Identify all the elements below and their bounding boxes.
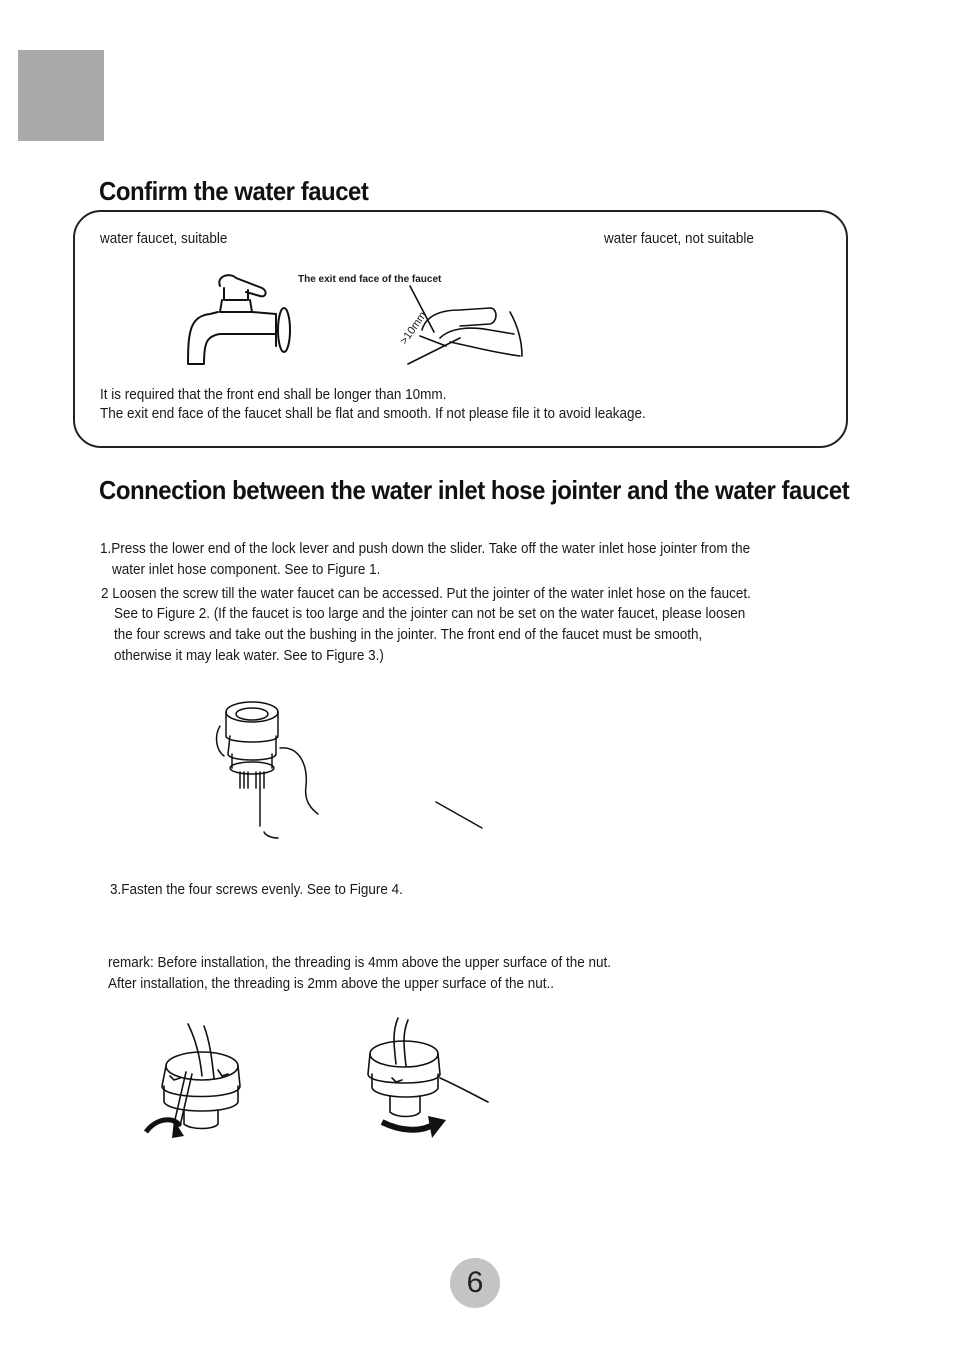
page-number-badge: 6 [450, 1258, 500, 1308]
step1-line1: 1.Press the lower end of the lock lever and push down the slider. Take off the water inlet hose jointer from the [100, 541, 751, 557]
nut-rotation-illustration [362, 1016, 492, 1144]
section-title-confirm-faucet: Confirm the water faucet [99, 176, 369, 206]
dimension-label: >10mm [398, 309, 430, 347]
remark-line1: remark: Before installation, the threading is 4mm above the upper surface of the nut. [108, 955, 611, 971]
hose-jointer-removal-illustration [210, 696, 500, 842]
corner-tab-block [18, 50, 104, 141]
step1-line2: water inlet hose component. See to Figure 1. [112, 562, 381, 578]
exit-face-label: The exit end face of the faucet [298, 274, 442, 285]
screw-fastening-illustration [140, 1020, 250, 1144]
suitable-faucet-illustration [180, 266, 300, 372]
note-front-end-length: It is required that the front end shall be longer than 10mm. [100, 387, 447, 403]
remark-line2: After installation, the threading is 2mm above the upper surface of the nut.. [108, 976, 555, 992]
step3-fasten-screws: 3.Fasten the four screws evenly. See to Figure 4. [110, 882, 403, 898]
step2-line4: otherwise it may leak water. See to Figure 3.) [114, 648, 384, 664]
step2-line3: the four screws and take out the bushing in the jointer. The front end of the faucet must be smooth, [114, 627, 703, 643]
section-title-connection: Connection between the water inlet hose jointer and the water faucet [99, 475, 850, 505]
label-suitable: water faucet, suitable [100, 231, 228, 247]
step2-line1: 2 Loosen the screw till the water faucet can be accessed. Put the jointer of the water inlet hose on the faucet. [101, 586, 751, 602]
label-not-suitable: water faucet, not suitable [604, 231, 754, 247]
note-exit-face-flat: The exit end face of the faucet shall be flat and smooth. If not please file it to avoid leakage. [100, 406, 646, 422]
step2-line2: See to Figure 2. (If the faucet is too large and the jointer can not be set on the water faucet, please loosen [114, 606, 746, 622]
